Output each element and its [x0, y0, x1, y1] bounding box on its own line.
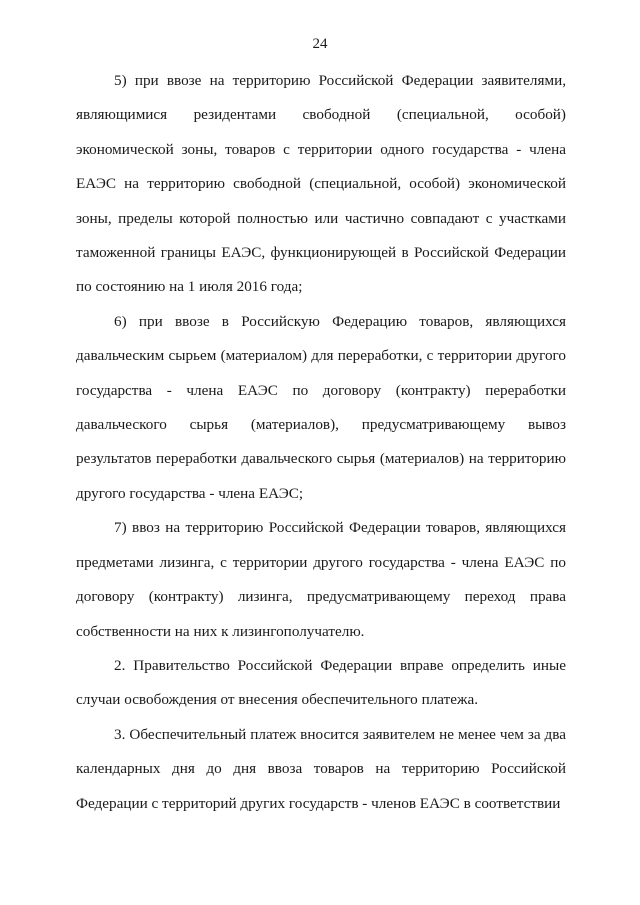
paragraph-item-6: 6) при ввозе в Российскую Федерацию товаров, являющихся давальческим сырьем (материалом) для переработки, с территории другого государства - члена ЕАЭС по договору (контракту) переработки давальческого сырья (материалов), предусматривающему вывоз результатов переработки давальческого сырья (материалов) на территорию другого государства - члена ЕАЭС;: [76, 312, 566, 502]
document-body: [76, 64, 566, 821]
paragraph-section-2: 2. Правительство Российской Федерации вправе определить иные случаи освобождения от внесения обеспечительного платежа.: [76, 656, 566, 709]
page-number: 24: [312, 36, 328, 52]
paragraph-item-5: 5) при ввозе на территорию Российской Федерации заявителями, являющимися резидентами свободной (специальной, особой) экономической зоны, товаров с территории одного государства - члена ЕАЭС на территорию свободной (специальной, особой) экономической зоны, пределы которой полностью или частично совпадают с участками таможенной границы ЕАЭС, функционирующей в Российской Федерации по состоянию на 1 июля 2016 года;: [76, 72, 566, 296]
paragraph-section-3: 3. Обеспечительный платеж вносится заявителем не менее чем за два календарных дня до дня ввоза товаров на территорию Российской Федерации с территорий других государств - членов ЕАЭС в соответствии: [76, 725, 566, 812]
paragraph-item-7: 7) ввоз на территорию Российской Федерации товаров, являющихся предметами лизинга, с территории другого государства - члена ЕАЭС по договору (контракту) лизинга, предусматривающему переход права собственности на них к лизингополучателю.: [76, 519, 566, 640]
